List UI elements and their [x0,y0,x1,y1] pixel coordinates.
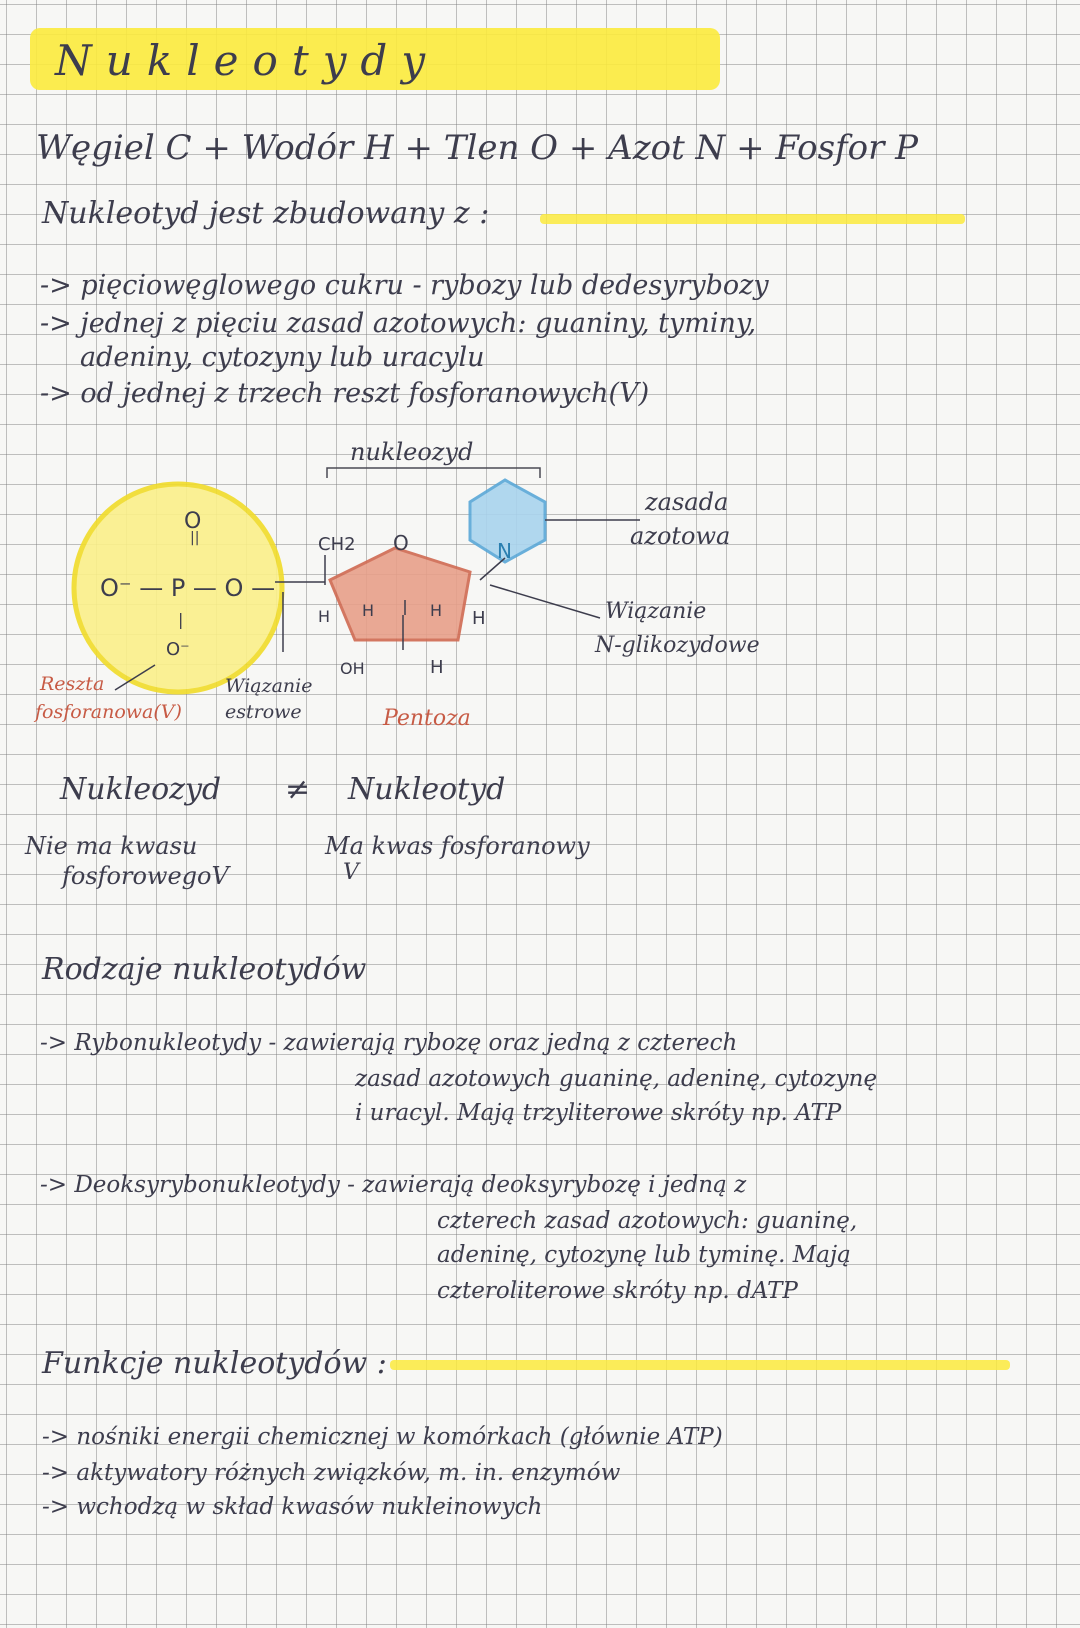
nukleotyd-note-1: Ma kwas fosforanowy [325,832,590,860]
heading-highlight-bar [540,214,965,224]
nukleozyd-note-2: fosforowegoV [62,862,229,890]
glycosidic-label-1: Wiązanie [605,599,707,624]
glycosidic-label-2: N-glikozydowe [595,633,760,658]
ribo-line: zasad azotowych guaninę, adeninę, cytozynę [355,1066,878,1092]
page-title: Nukleotydy [55,36,440,85]
nukleozyd-note-1: Nie ma kwasu [25,832,198,860]
function-item: -> aktywatory różnych związków, m. in. enzymów [42,1460,621,1486]
ester-label-2: estrowe [225,701,302,723]
not-equal-sign: ≠ [285,772,311,807]
nucleotide-diagram [0,440,1080,740]
phosphate-label-1: Reszta [40,673,105,695]
pentose-label: Pentoza [383,706,471,731]
h-atom: H [318,607,331,626]
deoxy-line: czteroliterowe skróty np. dATP [437,1278,798,1304]
composition-item: -> pięciowęglowego cukru - rybozy lub dedesyrybozy [40,270,769,301]
composition-item: adeniny, cytozyny lub uracylu [80,342,485,373]
types-heading: Rodzaje nukleotydów [42,952,367,987]
nukleozyd-title: Nukleozyd [60,772,222,807]
glycosidic-pointer [490,585,600,618]
ribo-line: i uracyl. Mają trzyliterowe skróty np. ATP [355,1100,842,1126]
elements-line: Węgiel C + Wodór H + Tlen O + Azot N + Fosfor P [36,128,919,168]
h-atom: H [430,657,444,678]
deoxy-line: -> Deoksyrybonukleotydy - zawierają deoksyrybozę i jedną z [40,1172,747,1198]
svg-text:|: | [178,610,184,629]
deoxy-line: czterech zasad azotowych: guaninę, [437,1208,858,1234]
function-item: -> wchodzą w skład kwasów nukleinowych [42,1494,543,1520]
composition-item: -> od jednej z trzech reszt fosforanowych(V) [40,378,650,409]
phosphate-row: O⁻ — P — O — [100,574,276,602]
pentose-pentagon [330,548,470,640]
nukleozyd-bracket [327,468,540,478]
base-label-2: azotowa [630,522,731,550]
ester-label-1: Wiązanie [225,675,313,697]
function-item: -> nośniki energii chemicznej w komórkach (głównie ATP) [42,1424,723,1450]
heading-highlight-bar [390,1360,1010,1370]
h-atom: H [430,601,443,620]
h-atom: H [362,601,375,620]
composition-item: -> jednej z pięciu zasad azotowych: guaniny, tyminy, [40,308,757,339]
ribo-line: -> Rybonukleotydy - zawierają rybozę oraz jedną z czterech [40,1030,738,1056]
phosphate-label-2: fosforanowa(V) [35,701,182,723]
base-nitrogen: N [497,539,512,563]
phosphate-double-o: O [184,509,202,534]
h-atom: H [472,608,486,629]
base-label-1: zasada [645,488,729,516]
oh-group: OH [340,659,365,678]
ring-oxygen: O [393,531,409,555]
composition-heading: Nukleotyd jest zbudowany z : [42,196,490,231]
functions-heading: Funkcje nukleotydów : [42,1346,387,1381]
svg-text:||: || [190,530,200,546]
ch2-text: CH2 [318,534,356,555]
nukleozyd-label: nukleozyd [350,440,474,466]
phosphate-bottom-o: O⁻ [166,639,190,660]
nukleotyd-note-2: V [343,860,359,885]
deoxy-line: adeninę, cytozynę lub tyminę. Mają [437,1242,851,1268]
nukleotyd-title: Nukleotyd [348,772,506,807]
